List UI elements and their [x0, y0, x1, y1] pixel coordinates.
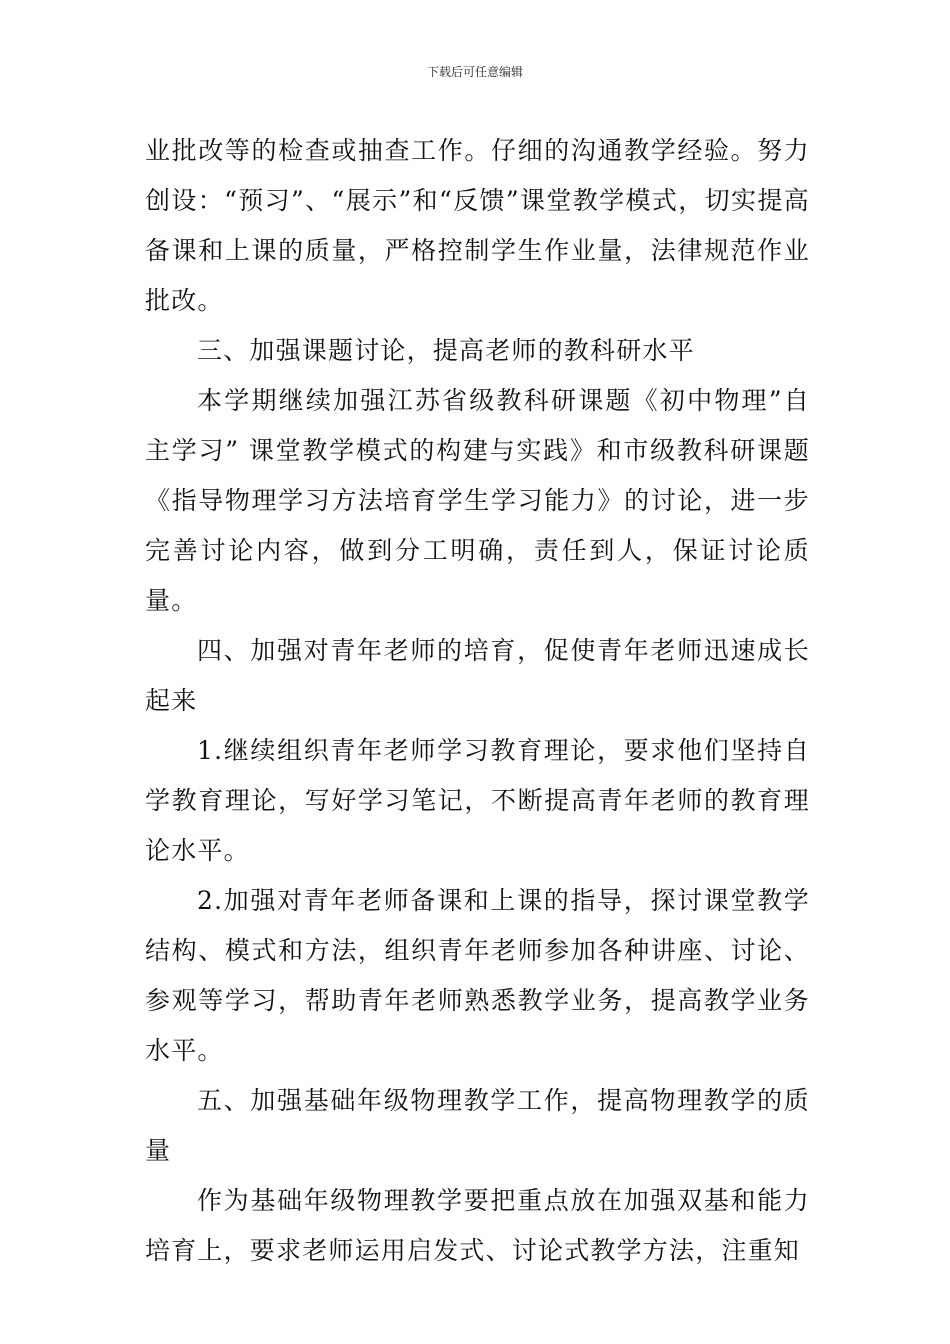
document-body: [145, 126, 810, 1276]
section-heading-4: 四、加强对青年老师的培育，促使青年老师迅速成长起来: [145, 636, 810, 715]
paragraph-research: 本学期继续加强江苏省级教科研课题《初中物理”自主学习” 课堂教学模式的构建与实践》和市级教科研课题《指导物理学习方法培育学生学习能力》的讨论，进一步完善讨论内容，做到分工明确，责任到人，保证讨论质量。: [145, 386, 810, 615]
paragraph-basic-grade: 作为基础年级物理教学要把重点放在加强双基和能力培育上，要求老师运用启发式、讨论式教学方法，注重知: [145, 1186, 810, 1265]
section-heading-3: 三、加强课题讨论，提高老师的教科研水平: [197, 336, 695, 365]
list-item-2: 2.加强对青年老师备课和上课的指导，探讨课堂教学结构、模式和方法，组织青年老师参加各种讲座、讨论、参观等学习，帮助青年老师熟悉教学业务，提高教学业务水平。: [145, 886, 810, 1065]
list-item-1: 1.继续组织青年老师学习教育理论，要求他们坚持自学教育理论，写好学习笔记，不断提高青年老师的教育理论水平。: [145, 736, 810, 865]
page-header: 下载后可任意编辑: [426, 65, 523, 79]
section-heading-5: 五、加强基础年级物理教学工作，提高物理教学的质量: [145, 1086, 810, 1165]
paragraph-continuation: 业批改等的检查或抽查工作。仔细的沟通教学经验。努力创设：“预习”、“展示”和“反馈”课堂教学模式，切实提高备课和上课的质量，严格控制学生作业量，法律规范作业批改。: [145, 136, 810, 315]
